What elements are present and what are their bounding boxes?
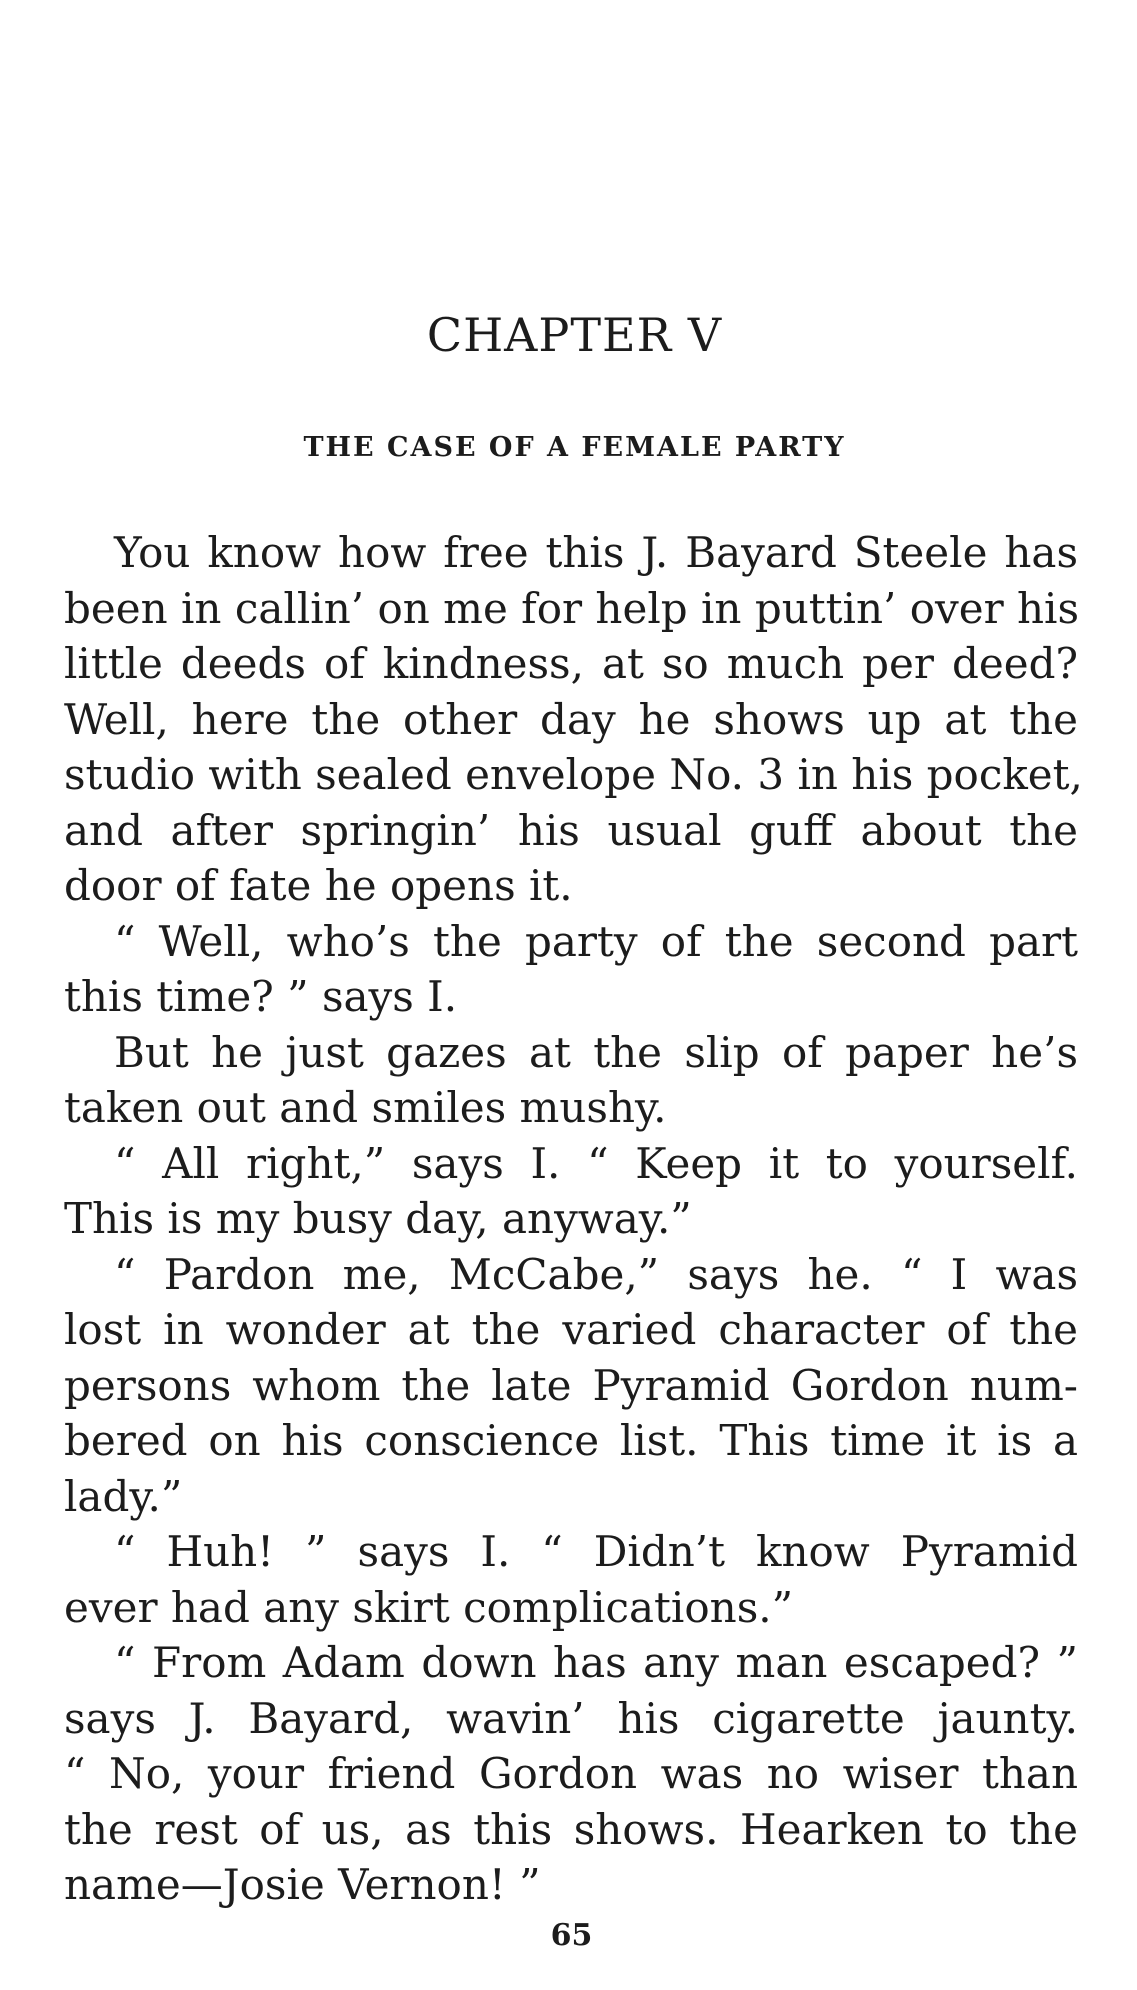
chapter-subtitle: THE CASE OF A FEMALE PARTY — [303, 432, 846, 463]
chapter-title: CHAPTER V — [426, 308, 723, 362]
text-line: and after springin’ his usual guff about the — [64, 805, 1078, 855]
text-line: been in callin’ on me for help in puttin’ over his — [64, 583, 1080, 633]
text-line: door of fate he opens it. — [64, 861, 573, 910]
text-line: But he just gazes at the slip of paper he’s — [114, 1027, 1078, 1077]
text-line: bered on his conscience list. This time it is a — [64, 1416, 1078, 1465]
text-line: “ All right,” says I. “ Keep it to yourself. — [114, 1138, 1078, 1188]
text-line: little deeds of kindness, at so much per deed? — [64, 639, 1078, 688]
chapter-body-text — [64, 525, 1083, 1913]
page-number: 65 — [550, 1918, 593, 1953]
text-line: name—Josie Vernon! ” — [64, 1860, 541, 1909]
text-line: This is my busy day, anyway.” — [64, 1194, 692, 1243]
text-line: lady.” — [64, 1471, 183, 1521]
text-line: lost in wonder at the varied character of the — [64, 1305, 1078, 1354]
text-line: “ From Adam down has any man escaped? ” — [114, 1638, 1078, 1687]
text-line: this time? ” says I. — [64, 972, 458, 1021]
text-line: says J. Bayard, wavin’ his cigarette jaunty. — [64, 1693, 1078, 1743]
text-line: studio with sealed envelope No. 3 in his pocket, — [64, 750, 1083, 799]
text-line: persons whom the late Pyramid Gordon num- — [64, 1360, 1078, 1410]
text-line: You know how free this J. Bayard Steele has — [114, 528, 1078, 577]
text-line: Well, here the other day he shows up at the — [64, 694, 1078, 744]
text-line: “ No, your friend Gordon was no wiser than — [64, 1749, 1078, 1798]
text-line: “ Pardon me, McCabe,” says he. “ I was — [114, 1249, 1078, 1299]
text-line: ever had any skirt complications.” — [64, 1582, 794, 1632]
text-line: taken out and smiles mushy. — [64, 1083, 667, 1132]
text-line: “ Huh! ” says I. “ Didn’t know Pyramid — [114, 1527, 1078, 1576]
text-line: the rest of us, as this shows. Hearken to the — [64, 1804, 1078, 1854]
text-line: “ Well, who’s the party of the second part — [114, 916, 1078, 966]
